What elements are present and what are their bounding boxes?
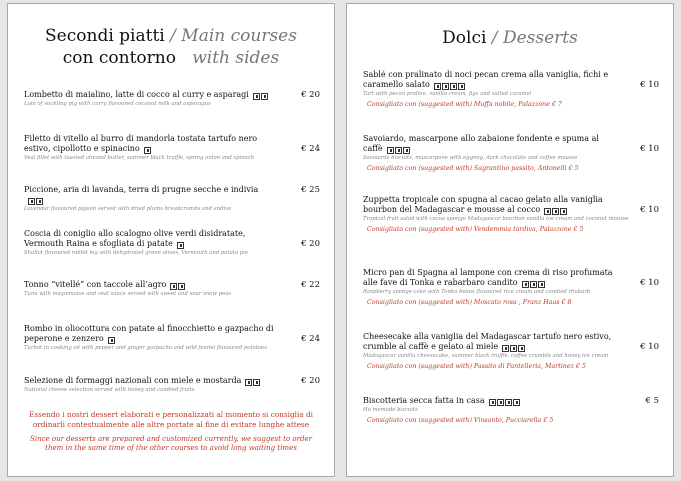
menu-item bbox=[24, 376, 320, 394]
allergen-icons bbox=[244, 377, 260, 387]
menu-item bbox=[24, 90, 320, 108]
title-english: Main courses bbox=[181, 26, 297, 46]
item-description: Veal fillet with toasted almond butter, summer black truffle, spring onion and spinach bbox=[24, 155, 255, 161]
menu-item bbox=[363, 268, 659, 307]
item-description: Savoiards biscuits, mascarpone with eggnog, dark chocolate and coffee mousse bbox=[363, 155, 578, 161]
egg-icon bbox=[403, 147, 410, 154]
menu-item bbox=[363, 332, 659, 371]
desserts-page bbox=[346, 3, 674, 477]
item-name: Sablé con pralinato di noci pecan crema alla vaniglia, fichi e caramello salato bbox=[363, 70, 609, 89]
item-description: Shallot flavoured rabbit leg with dehydrated green olives, Vermouth and potato pie bbox=[24, 250, 248, 256]
item-price: € 10 bbox=[640, 144, 659, 154]
allergen-icons bbox=[521, 279, 545, 289]
menu-item bbox=[363, 195, 659, 234]
subtitle-english: with sides bbox=[192, 48, 280, 68]
allergen-icons bbox=[543, 206, 567, 216]
egg-icon bbox=[178, 283, 185, 290]
mustard-icon bbox=[253, 379, 260, 386]
milk-icon bbox=[261, 93, 268, 100]
egg-icon bbox=[538, 281, 545, 288]
item-description: Loin of suckling pig with curry flavoured coconut milk and asparagus bbox=[24, 101, 211, 107]
gluten-icon bbox=[522, 281, 529, 288]
item-description: Turbot in cooking oil with pepper and ginger gazpacho and wild fennel flavoured potatoes bbox=[24, 345, 267, 351]
allergen-icons bbox=[488, 397, 520, 407]
item-price: € 24 bbox=[301, 334, 320, 344]
nut-icon bbox=[144, 147, 151, 154]
item-name: Savoiardo, mascarpone allo zabaione fondente e spuma al caffè bbox=[363, 134, 599, 153]
item-description: Tart with pecan praline, vanilla cream, figs and salted caramel bbox=[363, 91, 532, 97]
sulfite-icon bbox=[177, 242, 184, 249]
menu-item bbox=[24, 185, 320, 213]
item-description: National cheese selection served with honey and candied fruits bbox=[24, 387, 195, 393]
egg-icon bbox=[458, 83, 465, 90]
allergen-icons bbox=[176, 240, 184, 250]
dessert-order-note bbox=[20, 410, 322, 453]
nut-icon bbox=[253, 93, 260, 100]
milk-icon bbox=[510, 345, 517, 352]
main-courses-subtitle bbox=[8, 48, 334, 68]
item-name: Cheesecake alla vaniglia del Madagascar tartufo nero estivo, crumble al caffè e gelato al miele bbox=[363, 332, 612, 351]
main-courses-page bbox=[7, 3, 335, 477]
nut-icon bbox=[442, 83, 449, 90]
allergen-icons bbox=[501, 343, 525, 353]
milk-icon bbox=[36, 198, 43, 205]
item-name: Lombetto di maialino, latte di cocco al curry e asparagi bbox=[24, 90, 249, 99]
item-name: Selezione di formaggi nazionali con miele e mostarda bbox=[24, 376, 242, 385]
allergen-icons bbox=[143, 145, 151, 155]
item-description: Madagascar vanilla cheesecake, summer black truffle, coffee crumble and honey ice cream bbox=[363, 353, 609, 359]
allergen-icons bbox=[27, 196, 43, 206]
item-description: Lavender flavoured pigeon served with dried plums breadcrumbs and endive bbox=[24, 206, 232, 212]
item-price: € 10 bbox=[640, 205, 659, 215]
egg-icon bbox=[513, 399, 520, 406]
menu-item bbox=[24, 229, 320, 257]
gluten-icon bbox=[28, 198, 35, 205]
milk-icon bbox=[530, 281, 537, 288]
gluten-icon bbox=[387, 147, 394, 154]
title-italian: Secondi piatti bbox=[45, 26, 165, 46]
item-price: € 22 bbox=[301, 280, 320, 290]
item-name: Micro pan di Spagna al lampone con crema di riso profumata alle fave di Tonka e rabarbaro candito bbox=[363, 268, 613, 287]
menu-item bbox=[24, 280, 320, 298]
note-italian: Essendo i nostri dessert elaborati e personalizzati al momento si consiglia di ordinarli contestualmente alle altre portate al fine di evitare lunghe attese bbox=[29, 410, 313, 429]
menu-item bbox=[363, 70, 659, 109]
title-english: Desserts bbox=[502, 28, 578, 48]
item-price: € 20 bbox=[301, 90, 320, 100]
wine-suggestion: Consigliato con (suggested with) Muffa nobile, Palazzone € 7 bbox=[367, 101, 562, 108]
item-name: Zuppetta tropicale con spugna al cacao gelato alla vaniglia bourbon del Madagascar e mousse al cocco bbox=[363, 195, 603, 214]
menu-item bbox=[24, 324, 320, 352]
allergen-icons bbox=[169, 281, 185, 291]
item-name: Coscia di coniglio allo scalogno olive verdi disidratate, Vermouth Raina e sfogliata di patate bbox=[24, 229, 246, 248]
item-price: € 10 bbox=[640, 80, 659, 90]
fish-icon bbox=[170, 283, 177, 290]
egg-icon bbox=[560, 208, 567, 215]
wine-suggestion: Consigliato con (suggested with) Passito di Pantelleria, Martinez € 5 bbox=[367, 363, 586, 370]
desserts-title bbox=[347, 28, 673, 48]
gluten-icon bbox=[502, 345, 509, 352]
wine-suggestion: Consigliato con (suggested with) Moscato rosa , Franz Haas € 8 bbox=[367, 299, 572, 306]
wine-suggestion: Consigliato con (suggested with) Sagrantino passito, Antonelli € 5 bbox=[367, 165, 579, 172]
gluten-icon bbox=[544, 208, 551, 215]
main-courses-title bbox=[8, 26, 334, 46]
item-name: Tonno “vitellé” con taccole all’agro bbox=[24, 280, 167, 289]
fish-icon bbox=[108, 337, 115, 344]
item-name: Filetto di vitello al burro di mandorla tostata tartufo nero estivo, cipollotto e spinacino bbox=[24, 134, 258, 153]
item-name: Rombo in oliocottura con patate al finocchietto e gazpacho di peperone e zenzero bbox=[24, 324, 274, 343]
item-price: € 5 bbox=[645, 396, 659, 406]
menu-item bbox=[363, 134, 659, 173]
item-description: Raspberry sponge cake with Tonka beans flavoured rice cream and candied rhubarb bbox=[363, 289, 591, 295]
item-price: € 10 bbox=[640, 278, 659, 288]
item-price: € 10 bbox=[640, 342, 659, 352]
allergen-icons bbox=[386, 145, 410, 155]
allergen-icons bbox=[433, 81, 465, 91]
gluten-icon bbox=[489, 399, 496, 406]
allergen-icons bbox=[107, 335, 115, 345]
egg-icon bbox=[518, 345, 525, 352]
item-price: € 20 bbox=[301, 376, 320, 386]
allergen-icons bbox=[252, 91, 268, 101]
item-price: € 20 bbox=[301, 239, 320, 249]
item-description: Ho memade biscuits bbox=[363, 407, 418, 413]
milk-icon bbox=[505, 399, 512, 406]
title-separator: / bbox=[164, 26, 182, 46]
wine-suggestion: Consigliato con (suggested with) Vinsanto, Pucciarella € 5 bbox=[367, 417, 554, 424]
subtitle-italian: con contorno bbox=[62, 48, 176, 68]
item-description: Tuna with mayonnaise and veal sauce served with sweet and sour snow peas bbox=[24, 291, 232, 297]
item-name: Piccione, aria di lavanda, terra di prugne secche e indivia bbox=[24, 185, 259, 194]
milk-icon bbox=[552, 208, 559, 215]
note-english: Since our desserts are prepared and customized currently, we suggest to order them in the same time of the other courses to avoid long waiting times bbox=[30, 435, 312, 452]
menu-item bbox=[363, 396, 659, 425]
title-italian: Dolci bbox=[442, 28, 487, 48]
wine-suggestion: Consigliato con (suggested with) Vendemmia tardiva, Palazzone € 5 bbox=[367, 226, 584, 233]
gluten-icon bbox=[434, 83, 441, 90]
item-price: € 24 bbox=[301, 144, 320, 154]
milk-icon bbox=[450, 83, 457, 90]
item-description: Tropical fruit salad with cocoa sponge Madagascar bourbon vanilla ice cream and coconut mousse bbox=[363, 216, 629, 222]
item-name: Biscotteria secca fatta in casa bbox=[363, 396, 485, 405]
item-price: € 25 bbox=[301, 185, 320, 195]
milk-icon bbox=[395, 147, 402, 154]
title-separator: / bbox=[486, 28, 503, 48]
nut-icon bbox=[497, 399, 504, 406]
menu-item bbox=[24, 134, 320, 162]
milk-icon bbox=[245, 379, 252, 386]
